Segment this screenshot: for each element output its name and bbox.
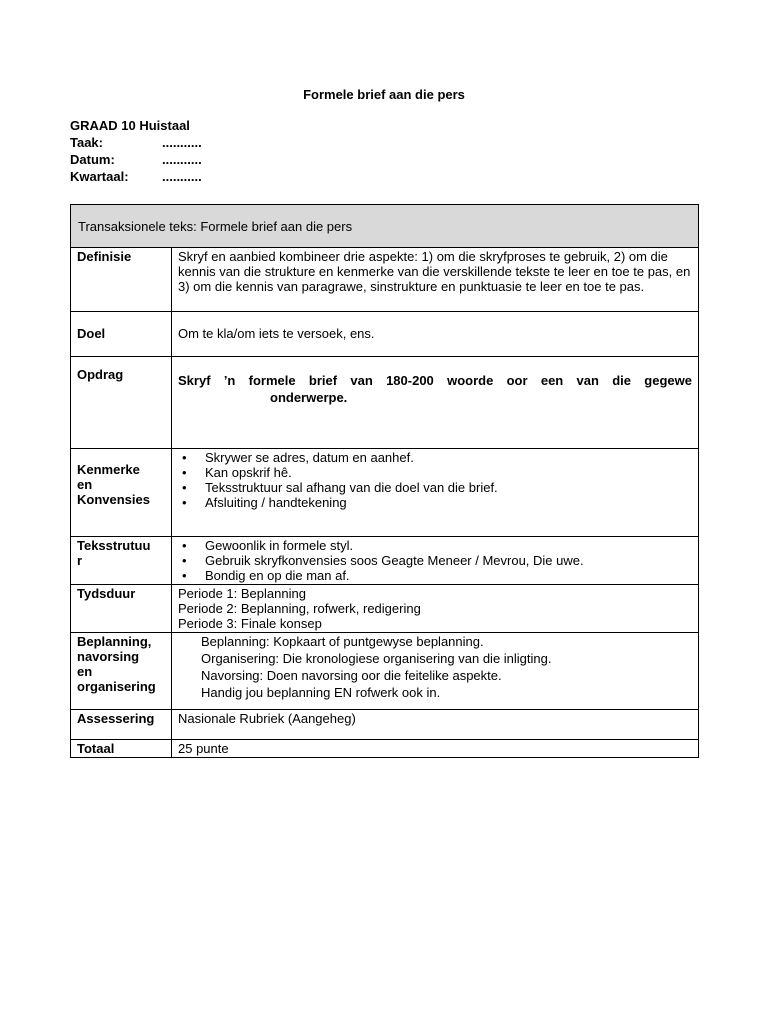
meta-value: ...........: [162, 169, 202, 184]
bullet-list: [178, 450, 692, 510]
row-content: Om te kla/om iets te versoek, ens.: [172, 312, 699, 357]
period-line: Periode 1: Beplanning: [178, 586, 306, 601]
row-content: [172, 357, 699, 449]
list-item: • Bondig en op die man af.: [178, 568, 692, 583]
planning-line: Navorsing: Doen navorsing oor die feitelike aspekte.: [201, 668, 502, 683]
row-label: Definisie: [71, 248, 172, 312]
list-item: • Gewoonlik in formele styl.: [178, 538, 692, 553]
row-label: [71, 537, 172, 585]
row-label: Tydsduur: [71, 585, 172, 633]
document-meta: [70, 117, 202, 185]
meta-value: ...........: [162, 135, 202, 150]
label-part: en: [77, 664, 93, 679]
meta-label: Kwartaal:: [70, 169, 129, 184]
row-assessering: [71, 710, 699, 740]
row-label: Totaal: [71, 740, 172, 758]
period-line: Periode 2: Beplanning, rofwerk, redigering: [178, 601, 421, 616]
meta-row-taak: [70, 134, 202, 151]
meta-label: Datum:: [70, 152, 115, 167]
row-opdrag: [71, 357, 699, 449]
row-content: Skryf en aanbied kombineer drie aspekte: 1) om die skryfproses te gebruik, 2) om die kennis van die strukture en kenmerke van die verskillende tekste te leer en toe te pas, en 3) om die kennis van paragrawe, sinstrukture en punktuasie te leer en toe te pas.: [172, 248, 699, 312]
list-item: • Kan opskrif hê.: [178, 465, 692, 480]
planning-line: Handig jou beplanning EN rofwerk ook in.: [201, 685, 441, 700]
page-title: Formele brief aan die pers: [303, 87, 465, 102]
task-table: [70, 204, 699, 758]
row-label: Opdrag: [71, 357, 172, 449]
label-part: Konvensies: [77, 492, 150, 507]
table-header-row: [71, 205, 699, 248]
list-item: • Skrywer se adres, datum en aanhef.: [178, 450, 692, 465]
label-part: en: [77, 477, 93, 492]
row-content: [172, 585, 699, 633]
row-doel: [71, 312, 699, 357]
row-content: Nasionale Rubriek (Aangeheg): [172, 710, 699, 740]
label-part: Beplanning,: [77, 634, 152, 649]
label-part: navorsing: [77, 649, 140, 664]
meta-row-kwartaal: [70, 168, 202, 185]
row-tydsduur: [71, 585, 699, 633]
table-header: Transaksionele teks: Formele brief aan die pers: [71, 205, 699, 248]
meta-label: Taak:: [70, 135, 103, 150]
row-content: [172, 633, 699, 710]
row-label: Assessering: [71, 710, 172, 740]
planning-line: Beplanning: Kopkaart of puntgewyse beplanning.: [201, 634, 484, 649]
row-label: [71, 633, 172, 710]
row-beplanning: [71, 633, 699, 710]
row-label: Doel: [71, 312, 172, 357]
list-item: • Gebruik skryfkonvensies soos Geagte Meneer / Mevrou, Die uwe.: [178, 553, 692, 568]
label-part: organisering: [77, 679, 156, 694]
opdrag-line-2: onderwerpe.: [270, 390, 348, 405]
meta-value: ...........: [162, 152, 202, 167]
label-part: r: [77, 553, 83, 568]
bullet-list: [178, 538, 692, 583]
row-content: [172, 537, 699, 585]
period-line: Periode 3: Finale konsep: [178, 616, 322, 631]
label-part: Kenmerke: [77, 462, 140, 477]
row-totaal: [71, 740, 699, 758]
row-content: [172, 449, 699, 537]
list-item: • Teksstruktuur sal afhang van die doel van die brief.: [178, 480, 692, 495]
label-part: Teksstrutuu: [77, 538, 151, 553]
row-kenmerke: [71, 449, 699, 537]
row-content: 25 punte: [172, 740, 699, 758]
planning-line: Organisering: Die kronologiese organisering van die inligting.: [201, 651, 552, 666]
list-item: • Afsluiting / handtekening: [178, 495, 692, 510]
opdrag-line-1: Skryf ’n formele brief van 180-200 woorde oor een van die gegewe: [178, 373, 692, 388]
row-label: [71, 449, 172, 537]
row-definisie: [71, 248, 699, 312]
meta-row-datum: [70, 151, 202, 168]
row-teksstruktuur: [71, 537, 699, 585]
grade-label: GRAAD 10 Huistaal: [70, 118, 190, 133]
